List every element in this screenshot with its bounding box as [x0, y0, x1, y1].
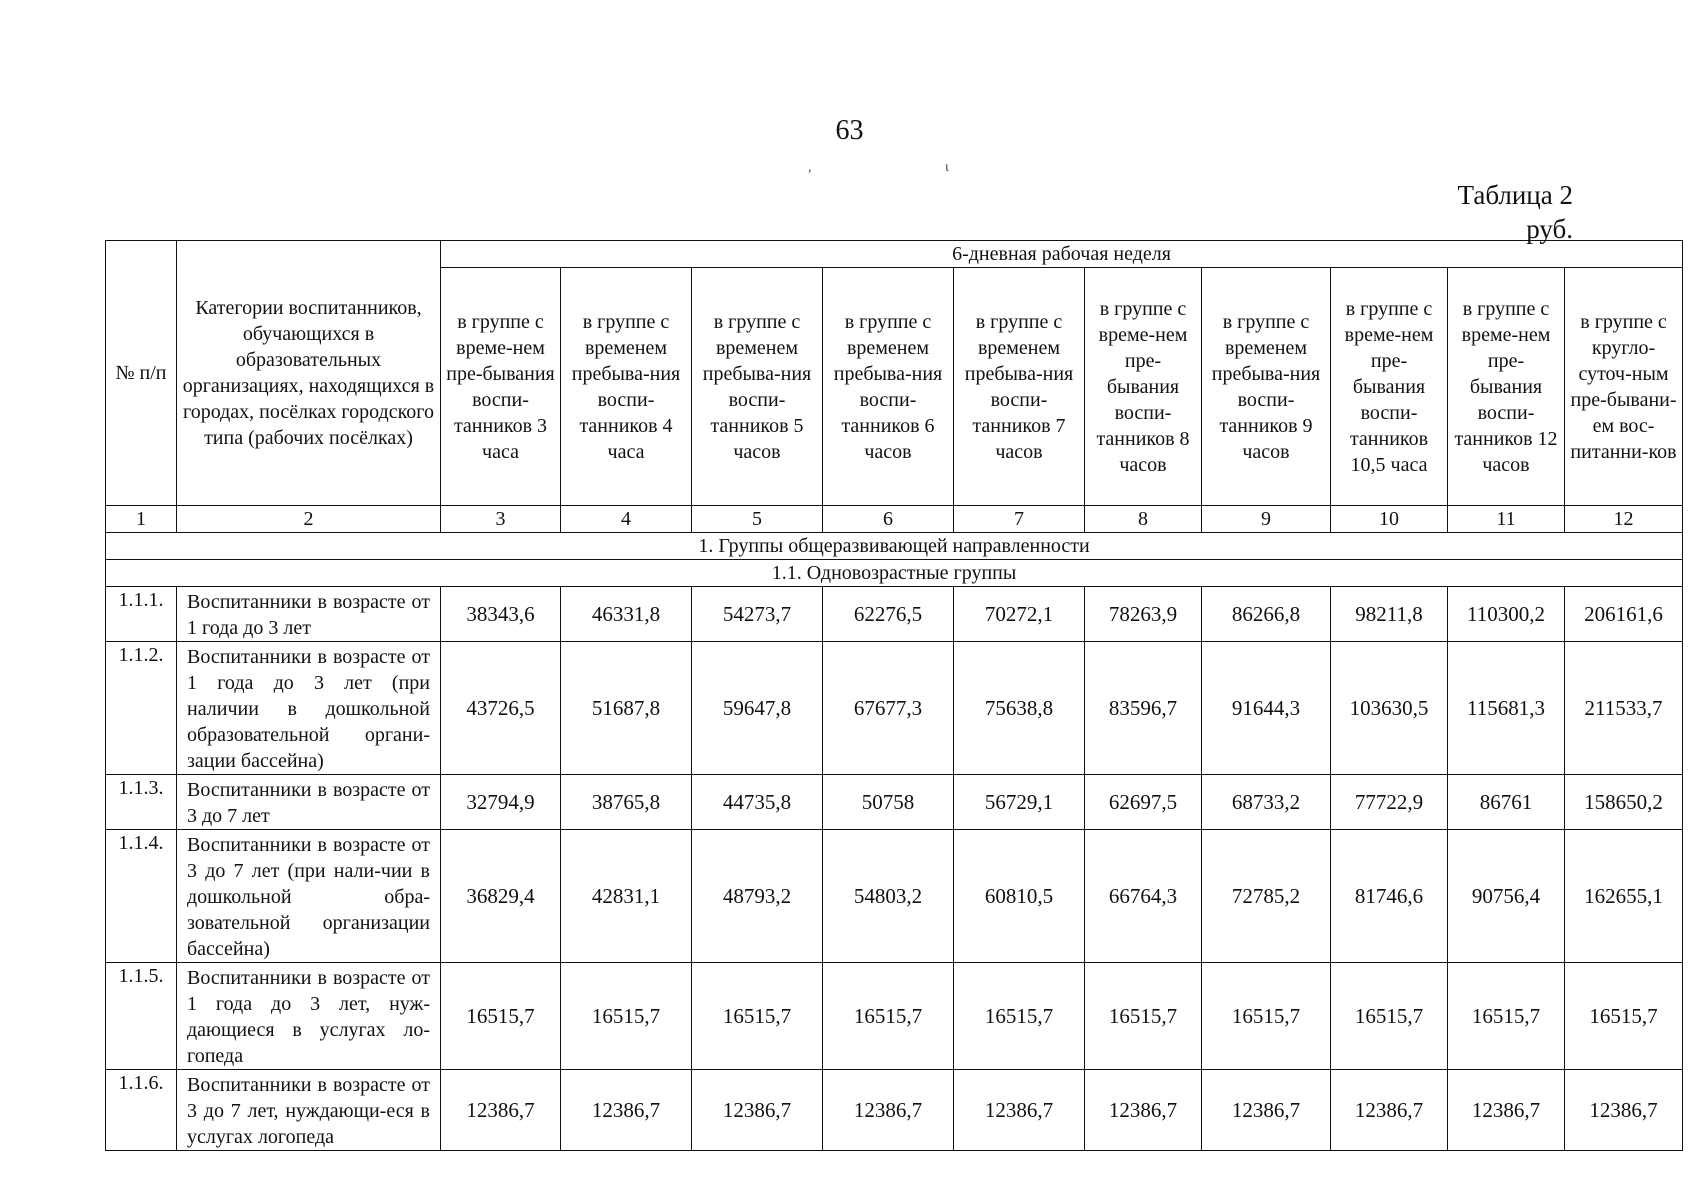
duration-header: в группе с временем пребыва-ния воспи-танников 7 часов	[954, 268, 1085, 506]
column-number: 6	[823, 506, 954, 533]
value-cell: 12386,7	[823, 1070, 954, 1151]
duration-header: в группе с временем пребыва-ния воспи-танников 6 часов	[823, 268, 954, 506]
value-cell: 162655,1	[1565, 830, 1683, 963]
value-cell: 32794,9	[441, 775, 561, 830]
value-cell: 54273,7	[692, 587, 823, 642]
header-row-top	[106, 241, 1683, 268]
row-number: 1.1.5.	[106, 963, 177, 1070]
value-cell: 206161,6	[1565, 587, 1683, 642]
value-cell: 70272,1	[954, 587, 1085, 642]
value-cell: 103630,5	[1331, 642, 1448, 775]
category-cell: Воспитанники в возрасте от 3 до 7 лет, нуждающи-еся в услугах логопеда	[177, 1070, 441, 1151]
subsection-title: 1.1. Одновозрастные группы	[106, 560, 1683, 587]
table-row	[106, 642, 1683, 775]
value-cell: 51687,8	[561, 642, 692, 775]
value-cell: 68733,2	[1202, 775, 1331, 830]
duration-header: в группе с временем пребыва-ния воспи-танников 9 часов	[1202, 268, 1331, 506]
column-number: 5	[692, 506, 823, 533]
value-cell: 158650,2	[1565, 775, 1683, 830]
category-cell: Воспитанники в возрасте от 3 до 7 лет	[177, 775, 441, 830]
duration-header: в группе с време-нем пре-бывания воспи-танников 10,5 часа	[1331, 268, 1448, 506]
column-number: 8	[1085, 506, 1202, 533]
value-cell: 16515,7	[954, 963, 1085, 1070]
column-number: 2	[177, 506, 441, 533]
value-cell: 16515,7	[692, 963, 823, 1070]
value-cell: 42831,1	[561, 830, 692, 963]
value-cell: 44735,8	[692, 775, 823, 830]
num-column-header: № п/п	[106, 241, 177, 506]
value-cell: 78263,9	[1085, 587, 1202, 642]
duration-header: в группе с временем пребыва-ния воспи-танников 4 часа	[561, 268, 692, 506]
duration-header: в группе с време-нем пре-бывания воспи-танников 12 часов	[1448, 268, 1565, 506]
value-cell: 16515,7	[823, 963, 954, 1070]
value-cell: 16515,7	[441, 963, 561, 1070]
value-cell: 56729,1	[954, 775, 1085, 830]
value-cell: 90756,4	[1448, 830, 1565, 963]
column-number: 10	[1331, 506, 1448, 533]
row-number: 1.1.2.	[106, 642, 177, 775]
week-group-header: 6-дневная рабочая неделя	[441, 241, 1683, 268]
value-cell: 46331,8	[561, 587, 692, 642]
column-number: 12	[1565, 506, 1683, 533]
value-cell: 72785,2	[1202, 830, 1331, 963]
category-column-header: Категории воспитанников, обучающихся в образовательных организациях, находящихся в городах, посёлках городского типа (рабочих посёлках)	[177, 241, 441, 506]
value-cell: 16515,7	[1331, 963, 1448, 1070]
section-row	[106, 533, 1683, 560]
value-cell: 77722,9	[1331, 775, 1448, 830]
page-number: 63	[835, 115, 864, 146]
value-cell: 12386,7	[441, 1070, 561, 1151]
table-caption	[1458, 178, 1573, 246]
category-cell: Воспитанники в возрасте от 1 года до 3 лет, нуж-дающиеся в услугах ло-гопеда	[177, 963, 441, 1070]
category-cell: Воспитанники в возрасте от 3 до 7 лет (при нали-чии в дошкольной обра-зовательной организации бассейна)	[177, 830, 441, 963]
value-cell: 66764,3	[1085, 830, 1202, 963]
column-numbers-row	[106, 506, 1683, 533]
value-cell: 16515,7	[561, 963, 692, 1070]
duration-header: в группе с кругло-суточ-ным пре-бывани-ем вос-питанни-ков	[1565, 268, 1683, 506]
subsection-row	[106, 560, 1683, 587]
value-cell: 12386,7	[1331, 1070, 1448, 1151]
scan-mark: ,	[808, 160, 812, 175]
value-cell: 98211,8	[1331, 587, 1448, 642]
table-row	[106, 830, 1683, 963]
column-number: 9	[1202, 506, 1331, 533]
table-row	[106, 963, 1683, 1070]
table-row	[106, 1070, 1683, 1151]
value-cell: 12386,7	[692, 1070, 823, 1151]
column-number: 7	[954, 506, 1085, 533]
value-cell: 86266,8	[1202, 587, 1331, 642]
value-cell: 211533,7	[1565, 642, 1683, 775]
value-cell: 115681,3	[1448, 642, 1565, 775]
value-cell: 43726,5	[441, 642, 561, 775]
table-row	[106, 587, 1683, 642]
value-cell: 16515,7	[1085, 963, 1202, 1070]
value-cell: 86761	[1448, 775, 1565, 830]
duration-header: в группе с временем пребыва-ния воспи-танников 5 часов	[692, 268, 823, 506]
row-number: 1.1.1.	[106, 587, 177, 642]
value-cell: 59647,8	[692, 642, 823, 775]
scan-mark: ι	[945, 160, 949, 175]
value-cell: 62276,5	[823, 587, 954, 642]
value-cell: 12386,7	[1565, 1070, 1683, 1151]
column-number: 11	[1448, 506, 1565, 533]
column-number: 4	[561, 506, 692, 533]
value-cell: 38343,6	[441, 587, 561, 642]
value-cell: 12386,7	[561, 1070, 692, 1151]
value-cell: 50758	[823, 775, 954, 830]
value-cell: 12386,7	[1085, 1070, 1202, 1151]
value-cell: 62697,5	[1085, 775, 1202, 830]
column-number: 1	[106, 506, 177, 533]
row-number: 1.1.4.	[106, 830, 177, 963]
section-title: 1. Группы общеразвивающей направленности	[106, 533, 1683, 560]
table-label: Таблица 2	[1457, 180, 1573, 210]
duration-header: в группе с време-нем пре-бывания воспи-танников 8 часов	[1085, 268, 1202, 506]
value-cell: 54803,2	[823, 830, 954, 963]
category-cell: Воспитанники в возрасте от 1 года до 3 лет (при наличии в дошкольной образовательной органи-зации бассейна)	[177, 642, 441, 775]
value-cell: 60810,5	[954, 830, 1085, 963]
value-cell: 12386,7	[1202, 1070, 1331, 1151]
value-cell: 48793,2	[692, 830, 823, 963]
value-cell: 83596,7	[1085, 642, 1202, 775]
value-cell: 75638,8	[954, 642, 1085, 775]
table-row	[106, 775, 1683, 830]
value-cell: 36829,4	[441, 830, 561, 963]
duration-header: в группе с време-нем пре-бывания воспи-танников 3 часа	[441, 268, 561, 506]
value-cell: 16515,7	[1202, 963, 1331, 1070]
column-number: 3	[441, 506, 561, 533]
tariff-table	[105, 240, 1683, 1151]
value-cell: 12386,7	[954, 1070, 1085, 1151]
value-cell: 91644,3	[1202, 642, 1331, 775]
value-cell: 38765,8	[561, 775, 692, 830]
value-cell: 110300,2	[1448, 587, 1565, 642]
value-cell: 67677,3	[823, 642, 954, 775]
row-number: 1.1.3.	[106, 775, 177, 830]
value-cell: 12386,7	[1448, 1070, 1565, 1151]
row-number: 1.1.6.	[106, 1070, 177, 1151]
currency-unit: руб.	[1526, 214, 1573, 244]
value-cell: 16515,7	[1565, 963, 1683, 1070]
value-cell: 16515,7	[1448, 963, 1565, 1070]
value-cell: 81746,6	[1331, 830, 1448, 963]
category-cell: Воспитанники в возрасте от 1 года до 3 лет	[177, 587, 441, 642]
